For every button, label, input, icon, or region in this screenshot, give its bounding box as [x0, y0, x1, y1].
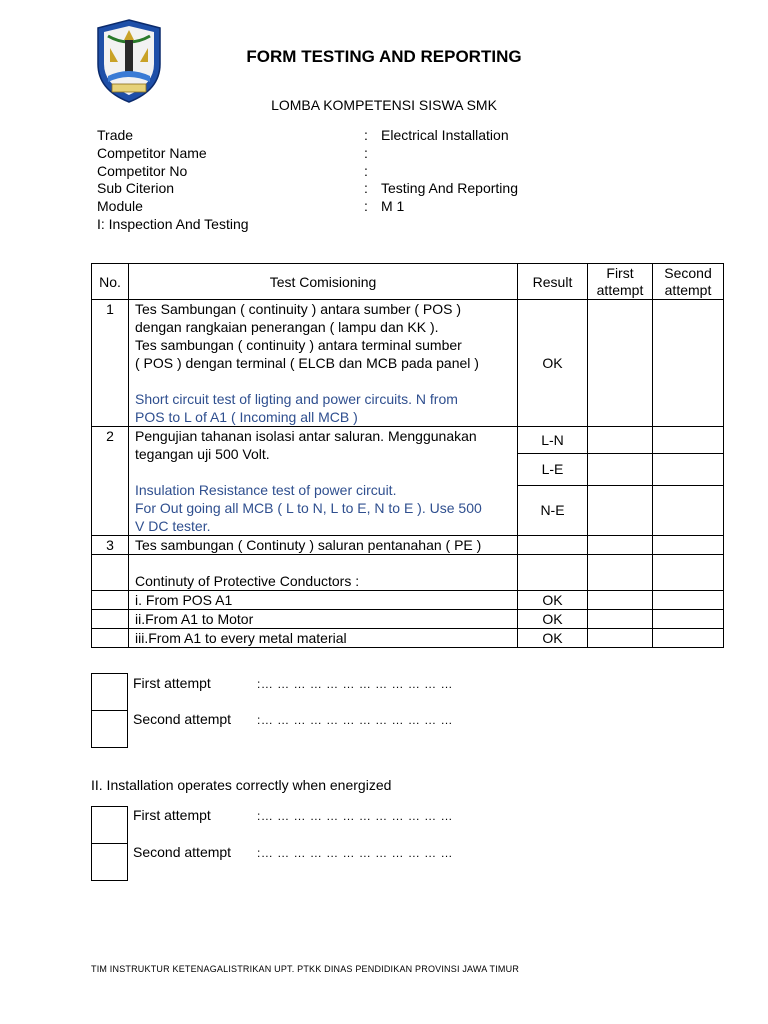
table-row	[92, 610, 724, 629]
first-attempt-cell[interactable]	[588, 485, 653, 535]
second-attempt-cell[interactable]	[653, 629, 724, 648]
row-number	[92, 555, 129, 591]
info-value-module: M 1	[381, 198, 405, 214]
result-cell: L-E	[518, 453, 588, 485]
test-item: iii.From A1 to every metal material	[129, 629, 518, 648]
table-row	[92, 629, 724, 648]
test-description	[129, 300, 518, 427]
table-row	[92, 427, 724, 454]
col-header-first-attempt: First attempt	[588, 264, 653, 300]
test-english-line: V DC tester.	[135, 518, 211, 534]
second-attempt-checkbox[interactable]	[91, 710, 128, 748]
first-attempt-cell[interactable]	[588, 536, 653, 555]
second-attempt-checkbox[interactable]	[91, 843, 128, 881]
test-text-line: Tes sambungan ( Continuty ) saluran pentanahan ( PE )	[129, 536, 518, 555]
first-attempt-cell[interactable]	[588, 610, 653, 629]
test-commissioning-table	[91, 263, 724, 648]
result-cell: OK	[518, 591, 588, 610]
info-value-sub-criterion: Testing And Reporting	[381, 180, 518, 196]
info-colon: :	[364, 180, 368, 196]
info-colon: :	[364, 145, 368, 161]
info-colon: :	[364, 198, 368, 214]
test-text-line: Tes sambungan ( continuity ) antara terminal sumber	[135, 337, 462, 353]
first-attempt-dotted-line[interactable]: :… … … … … … … … … … … …	[257, 677, 454, 691]
section-inspection-testing: I: Inspection And Testing	[97, 216, 249, 232]
table-row	[92, 300, 724, 427]
second-attempt-cell[interactable]	[653, 453, 724, 485]
row-number: 3	[92, 536, 129, 555]
info-label-competitor-no: Competitor No	[97, 163, 188, 179]
info-label-sub-criterion: Sub Citerion	[97, 180, 175, 196]
test-text-line: dengan rangkaian penerangan ( lampu dan KK ).	[135, 319, 439, 335]
col-header-no: No.	[92, 264, 129, 300]
second-attempt-cell[interactable]	[653, 555, 724, 591]
result-cell	[518, 536, 588, 555]
first-attempt-label: First attempt	[133, 807, 211, 823]
first-attempt-dotted-line[interactable]: :… … … … … … … … … … … …	[257, 809, 454, 823]
result-cell: N-E	[518, 485, 588, 535]
second-attempt-cell[interactable]	[653, 610, 724, 629]
first-attempt-checkbox[interactable]	[91, 673, 128, 711]
second-attempt-cell[interactable]	[653, 591, 724, 610]
col-header-result: Result	[518, 264, 588, 300]
second-attempt-cell[interactable]	[653, 536, 724, 555]
second-attempt-cell[interactable]	[653, 485, 724, 535]
result-cell: OK	[518, 300, 588, 427]
first-attempt-label: First attempt	[133, 675, 211, 691]
info-label-competitor-name: Competitor Name	[97, 145, 207, 161]
result-cell: L-N	[518, 427, 588, 454]
row-number	[92, 610, 129, 629]
table-row	[92, 555, 724, 591]
table-header-row	[92, 264, 724, 300]
test-text-line: Pengujian tahanan isolasi antar saluran. Menggunakan	[135, 428, 477, 444]
result-cell: OK	[518, 610, 588, 629]
col-header-test: Test Comisioning	[129, 264, 518, 300]
competition-subtitle: LOMBA KOMPETENSI SISWA SMK	[271, 97, 497, 113]
col-header-second-attempt: Second attempt	[653, 264, 724, 300]
second-attempt-cell[interactable]	[653, 300, 724, 427]
footer-institution: TIM INSTRUKTUR KETENAGALISTRIKAN UPT. PTKK DINAS PENDIDIKAN PROVINSI JAWA TIMUR	[91, 964, 520, 974]
test-english-line: Short circuit test of ligting and power circuits. N from	[135, 391, 458, 407]
test-english-line: POS to L of A1 ( Incoming all MCB )	[135, 409, 358, 425]
first-attempt-cell[interactable]	[588, 629, 653, 648]
test-text-line: tegangan uji 500 Volt.	[135, 446, 270, 462]
info-colon: :	[364, 127, 368, 143]
table-row	[92, 591, 724, 610]
second-attempt-label: Second attempt	[133, 711, 232, 727]
test-text-line: Tes Sambungan ( continuity ) antara sumber ( POS )	[135, 301, 462, 317]
section-installation-operates: II. Installation operates correctly when energized	[91, 777, 392, 793]
row-number	[92, 629, 129, 648]
result-cell	[518, 555, 588, 591]
test-description	[129, 427, 518, 536]
table-row	[92, 536, 724, 555]
test-item: i. From POS A1	[129, 591, 518, 610]
info-value-trade: Electrical Installation	[381, 127, 509, 143]
test-text-line: Continuty of Protective Conductors :	[129, 555, 518, 591]
second-attempt-cell[interactable]	[653, 427, 724, 454]
second-attempt-dotted-line[interactable]: :… … … … … … … … … … … …	[257, 846, 454, 860]
second-attempt-dotted-line[interactable]: :… … … … … … … … … … … …	[257, 713, 454, 727]
second-attempt-label: Second attempt	[133, 844, 232, 860]
test-item: ii.From A1 to Motor	[129, 610, 518, 629]
info-colon: :	[364, 163, 368, 179]
first-attempt-cell[interactable]	[588, 300, 653, 427]
first-attempt-checkbox[interactable]	[91, 806, 128, 844]
first-attempt-cell[interactable]	[588, 591, 653, 610]
first-attempt-cell[interactable]	[588, 453, 653, 485]
first-attempt-cell[interactable]	[588, 555, 653, 591]
info-label-module: Module	[97, 198, 143, 214]
row-number: 1	[92, 300, 129, 427]
first-attempt-cell[interactable]	[588, 427, 653, 454]
test-english-line: For Out going all MCB ( L to N, L to E, N to E ). Use 500	[135, 500, 482, 516]
test-english-line: Insulation Resistance test of power circuit.	[135, 482, 397, 498]
result-cell: OK	[518, 629, 588, 648]
info-label-trade: Trade	[97, 127, 134, 143]
form-title: FORM TESTING AND REPORTING	[246, 47, 522, 66]
row-number	[92, 591, 129, 610]
test-text-line: ( POS ) dengan terminal ( ELCB dan MCB pada panel )	[135, 355, 479, 371]
row-number: 2	[92, 427, 129, 536]
